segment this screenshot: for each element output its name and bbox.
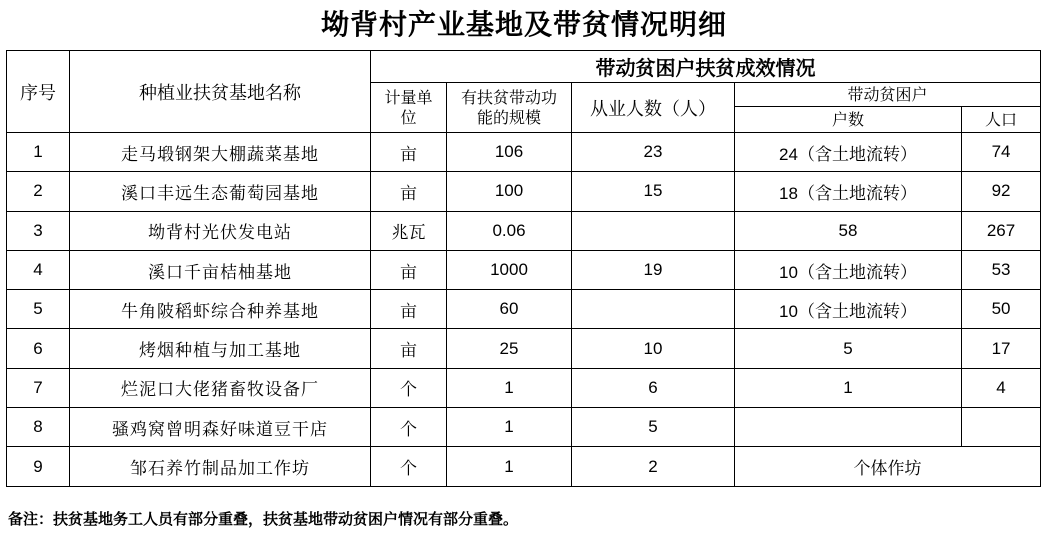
header-households: 户数 [735, 107, 962, 133]
cell-name: 邹石养竹制品加工作坊 [70, 447, 371, 486]
cell-workers: 6 [572, 368, 735, 407]
cell-population: 267 [962, 211, 1041, 250]
cell-households: 5 [735, 329, 962, 368]
cell-workers [572, 211, 735, 250]
header-seq: 序号 [7, 51, 70, 133]
table-row [7, 408, 1041, 447]
cell-seq: 5 [7, 290, 70, 329]
table-row [7, 368, 1041, 407]
poverty-base-table [6, 50, 1041, 487]
cell-unit: 兆瓦 [371, 211, 447, 250]
cell-unit: 亩 [371, 290, 447, 329]
cell-scale: 1 [447, 408, 572, 447]
cell-unit: 亩 [371, 250, 447, 289]
cell-seq: 3 [7, 211, 70, 250]
header-name: 种植业扶贫基地名称 [70, 51, 371, 133]
cell-name: 溪口丰远生态葡萄园基地 [70, 172, 371, 211]
cell-unit: 亩 [371, 329, 447, 368]
cell-workers: 2 [572, 447, 735, 486]
cell-seq: 2 [7, 172, 70, 211]
cell-unit: 亩 [371, 172, 447, 211]
cell-households [735, 408, 962, 447]
cell-population: 17 [962, 329, 1041, 368]
header-effect-group: 带动贫困户扶贫成效情况 [371, 51, 1041, 83]
cell-name: 坳背村光伏发电站 [70, 211, 371, 250]
table-row [7, 133, 1041, 172]
cell-seq: 8 [7, 408, 70, 447]
table-row [7, 250, 1041, 289]
cell-unit: 个 [371, 447, 447, 486]
cell-unit: 亩 [371, 133, 447, 172]
cell-unit: 个 [371, 368, 447, 407]
header-workers: 从业人数（人） [572, 83, 735, 133]
cell-workers: 15 [572, 172, 735, 211]
cell-name: 走马塅钢架大棚蔬菜基地 [70, 133, 371, 172]
cell-scale: 1000 [447, 250, 572, 289]
cell-workers: 23 [572, 133, 735, 172]
header-scale: 有扶贫带动功能的规模 [447, 83, 572, 133]
cell-households: 10（含土地流转） [735, 250, 962, 289]
cell-name: 烂泥口大佬猪畜牧设备厂 [70, 368, 371, 407]
header-unit: 计量单位 [371, 83, 447, 133]
cell-households-merged: 个体作坊 [735, 447, 1041, 486]
cell-seq: 1 [7, 133, 70, 172]
cell-name: 烤烟种植与加工基地 [70, 329, 371, 368]
cell-scale: 1 [447, 447, 572, 486]
cell-seq: 9 [7, 447, 70, 486]
cell-population: 50 [962, 290, 1041, 329]
cell-population: 4 [962, 368, 1041, 407]
cell-scale: 100 [447, 172, 572, 211]
cell-scale: 1 [447, 368, 572, 407]
cell-population: 53 [962, 250, 1041, 289]
table-row [7, 172, 1041, 211]
cell-population: 74 [962, 133, 1041, 172]
cell-scale: 60 [447, 290, 572, 329]
cell-name: 骚鸡窝曾明森好味道豆干店 [70, 408, 371, 447]
footnote: 备注：扶贫基地务工人员有部分重叠，扶贫基地带动贫困户情况有部分重叠。 [8, 510, 519, 528]
cell-population: 92 [962, 172, 1041, 211]
cell-population [962, 408, 1041, 447]
table-row [7, 329, 1041, 368]
cell-households: 10（含土地流转） [735, 290, 962, 329]
cell-name: 溪口千亩桔柚基地 [70, 250, 371, 289]
cell-workers: 19 [572, 250, 735, 289]
cell-seq: 4 [7, 250, 70, 289]
cell-scale: 106 [447, 133, 572, 172]
cell-name: 牛角陂稻虾综合种养基地 [70, 290, 371, 329]
cell-seq: 6 [7, 329, 70, 368]
cell-scale: 25 [447, 329, 572, 368]
cell-households: 18（含土地流转） [735, 172, 962, 211]
cell-households: 24（含土地流转） [735, 133, 962, 172]
cell-workers: 5 [572, 408, 735, 447]
header-population: 人口 [962, 107, 1041, 133]
cell-households: 58 [735, 211, 962, 250]
page-title: 坳背村产业基地及带贫情况明细 [320, 8, 727, 41]
cell-workers [572, 290, 735, 329]
cell-unit: 个 [371, 408, 447, 447]
table-row [7, 447, 1041, 486]
table-row [7, 290, 1041, 329]
cell-scale: 0.06 [447, 211, 572, 250]
cell-seq: 7 [7, 368, 70, 407]
table-row [7, 211, 1041, 250]
cell-households: 1 [735, 368, 962, 407]
cell-workers: 10 [572, 329, 735, 368]
header-households-group: 带动贫困户 [735, 83, 1041, 107]
